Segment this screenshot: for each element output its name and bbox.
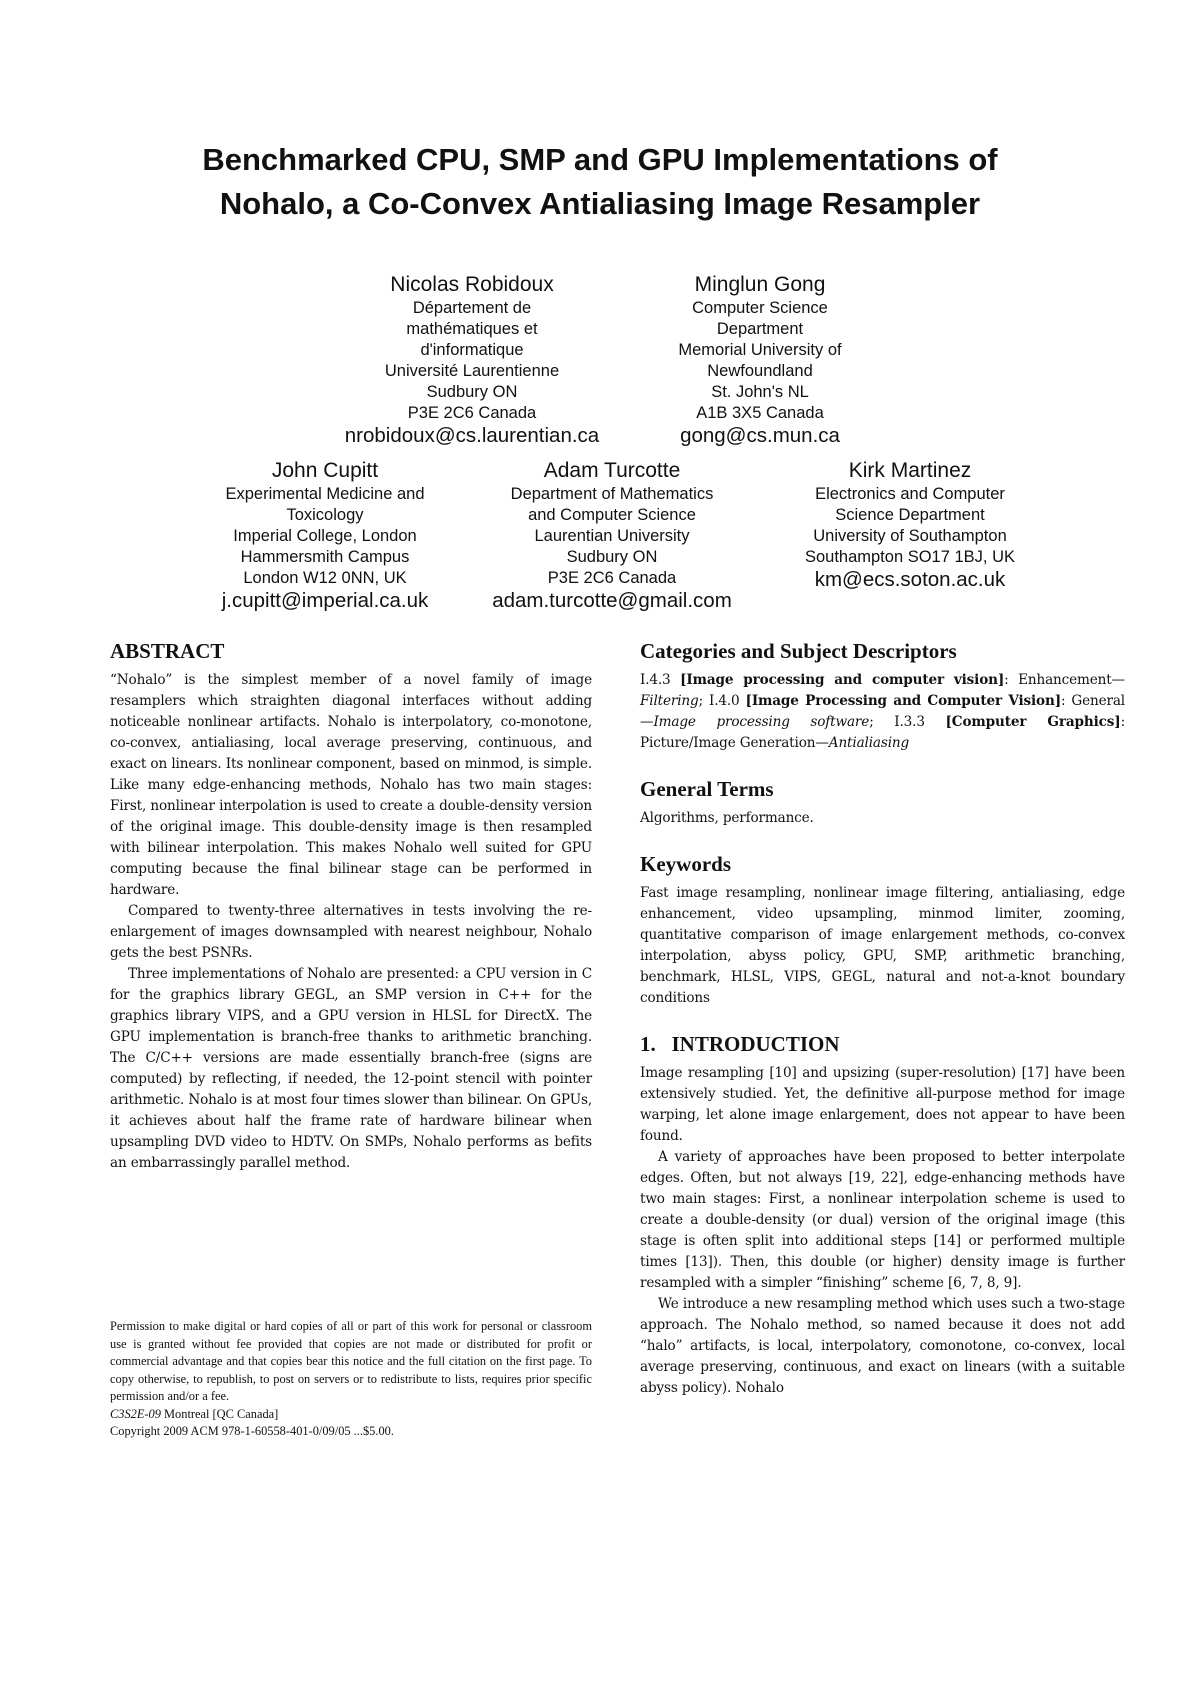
category-desc: : General— (640, 693, 1125, 730)
author-affiliation: Toxicology (286, 506, 364, 524)
author-affiliation: Experimental Medicine and (225, 485, 425, 503)
category-title: [Image processing and computer vision] (680, 672, 1005, 688)
conference-line (110, 1406, 592, 1424)
title-line-2: Nohalo, a Co-Convex Antialiasing Image Resampler (219, 186, 981, 221)
category-code: ; I.3.3 (869, 714, 946, 730)
conference-name: C3S2E-09 (110, 1406, 161, 1421)
category-code: I.4.3 (640, 672, 681, 688)
author-affiliation: Department of Mathematics (510, 485, 714, 503)
author-affiliation: Département de (412, 299, 532, 317)
general-terms-heading: General Terms (640, 777, 774, 801)
author-affiliation: Computer Science (692, 299, 828, 317)
author-name: Adam Turcotte (543, 459, 681, 482)
author-block-martinez (760, 458, 1060, 592)
category-desc: : Enhancement— (1004, 672, 1126, 688)
author-affiliation: London W12 0NN, UK (243, 569, 407, 587)
author-affiliation: P3E 2C6 Canada (407, 404, 537, 422)
keywords-section (640, 851, 1125, 1009)
general-terms-text: Algorithms, performance. (640, 810, 814, 826)
author-affiliation: Hammersmith Campus (240, 548, 410, 566)
author-block-turcotte (462, 458, 762, 613)
category-sub: Filtering (640, 693, 699, 709)
author-name: Nicolas Robidoux (390, 273, 554, 296)
abstract-paragraph: Compared to twenty-three alternatives in tests involving the re-enlargement of images downsampled with nearest neighbour, Nohalo gets the best PSNRs. (110, 903, 592, 961)
category-sub: Image processing software (653, 714, 870, 730)
category-code: ; I.4.0 (698, 693, 746, 709)
author-block-cupitt (175, 458, 475, 613)
author-affiliation: Southampton SO17 1BJ, UK (804, 548, 1016, 566)
author-affiliation: Science Department (835, 506, 985, 524)
author-block-gong (610, 272, 910, 448)
introduction-paragraph: We introduce a new resampling method which uses such a two-stage approach. The Nohalo method, so named because it does not add “halo” artifacts, is local, interpolatory, comonotone, co-convex, local average preserving, continuous, and exact on linears (with a suitable abyss policy). Nohalo (640, 1296, 1125, 1396)
left-column (110, 638, 592, 1196)
author-affiliation: Memorial University of (678, 341, 842, 359)
author-name: Minglun Gong (694, 273, 826, 296)
category-sub: Antialiasing (828, 735, 910, 751)
author-name: John Cupitt (271, 459, 379, 482)
author-email: j.cupitt@imperial.ca.uk (221, 589, 429, 612)
title-line-1: Benchmarked CPU, SMP and GPU Implementations of (202, 142, 998, 177)
abstract-paragraph: Three implementations of Nohalo are presented: a CPU version in C for the graphics library GEGL, an SMP version in C++ for the graphics library VIPS, and a GPU version in HLSL for DirectX. The GPU implementation is branch-free thanks to arithmetic branching. The C/C++ versions are made essentially branch-free (signs are computed) by reflecting, if needed, the 12-point stencil with pointer arithmetic. Nohalo is at most four times slower than bilinear. On GPUs, it achieves about half the frame rate of hardware bilinear when upsampling DVD video to HDTV. On SMPs, Nohalo performs as befits an embarrassingly parallel method. (110, 966, 592, 1171)
author-affiliation: Imperial College, London (233, 527, 417, 545)
author-email: adam.turcotte@gmail.com (492, 589, 732, 612)
abstract-paragraph: “Nohalo” is the simplest member of a novel family of image resamplers which straighten diagonal interfaces without adding noticeable nonlinear artifacts. Nohalo is interpolatory, co-monotone, co-convex, antialiasing, local average preserving, continuous, and exact on linears. Its nonlinear component, based on minmod, is simple. Like many edge-enhancing methods, Nohalo has two main stages: First, nonlinear interpolation is used to create a double-density version of the original image. This double-density image is then resampled with bilinear interpolation. This makes Nohalo well suited for GPU computing because the final bilinear stage can be performed in hardware. (110, 672, 592, 898)
permission-notice (110, 1318, 592, 1441)
categories-heading: Categories and Subject Descriptors (640, 639, 957, 663)
author-affiliation: Sudbury ON (426, 383, 518, 401)
copyright-line: Copyright 2009 ACM 978-1-60558-401-0/09/05 ...$5.00. (110, 1424, 394, 1438)
abstract-section (110, 638, 592, 1174)
introduction-heading: 1. INTRODUCTION (640, 1032, 840, 1056)
paper-title (100, 138, 1100, 226)
conference-location: Montreal [QC Canada] (160, 1406, 279, 1421)
author-affiliation: and Computer Science (528, 506, 696, 524)
introduction-paragraph: Image resampling [10] and upsizing (super-resolution) [17] have been extensively studied. Yet, the definitive all-purpose method for image warping, let alone image enlargement, does not appear to have been found. (640, 1065, 1125, 1144)
author-email: nrobidoux@cs.laurentian.ca (344, 424, 600, 447)
introduction-paragraph: A variety of approaches have been proposed to better interpolate edges. Often, but not always [19, 22], edge-enhancing methods have two main stages: First, a nonlinear interpolation scheme is used to create a double-density (or dual) version of the original image (this stage is often split into additional steps [14] or performed multiple times [13]). Then, this double (or higher) density image is further resampled with a simpler “finishing” scheme [6, 7, 8, 9]. (640, 1149, 1125, 1291)
author-affiliation: Sudbury ON (566, 548, 658, 566)
category-desc: : Picture/Image Generation— (640, 714, 1125, 751)
author-email: gong@cs.mun.ca (680, 424, 840, 447)
author-affiliation: d'informatique (420, 341, 524, 359)
keywords-heading: Keywords (640, 852, 731, 876)
category-title: [Computer Graphics] (945, 714, 1121, 730)
author-affiliation: Electronics and Computer (815, 485, 1005, 503)
categories-text (640, 670, 1125, 754)
permission-text: Permission to make digital or hard copies of all or part of this work for personal or classroom use is granted without fee provided that copies are not made or distributed for profit or commercial advantage and that copies bear this notice and the full citation on the first page. To copy otherwise, to republish, to post on servers or to redistribute to lists, requires prior specific permission and/or a fee. (110, 1319, 592, 1403)
author-affiliation: A1B 3X5 Canada (696, 404, 824, 422)
author-affiliation: P3E 2C6 Canada (547, 569, 677, 587)
categories-section (640, 638, 1125, 754)
introduction-section (640, 1031, 1125, 1399)
author-email: km@ecs.soton.ac.uk (814, 568, 1006, 591)
author-affiliation: University of Southampton (813, 527, 1007, 545)
keywords-text: Fast image resampling, nonlinear image filtering, antialiasing, edge enhancement, video upsampling, minmod limiter, zooming, quantitative comparison of image enlargement methods, co-convex interpolation, abyss policy, GPU, SMP, arithmetic branching, benchmark, HLSL, VIPS, GEGL, natural and not-a-knot boundary conditions (640, 885, 1125, 1006)
author-block-robidoux (312, 272, 632, 448)
author-name: Kirk Martinez (848, 459, 972, 482)
author-affiliation: Laurentian University (534, 527, 690, 545)
general-terms-section (640, 776, 1125, 829)
author-affiliation: Université Laurentienne (384, 362, 560, 380)
author-affiliation: mathématiques et (406, 320, 538, 338)
right-column (640, 638, 1125, 1421)
category-title: [Image Processing and Computer Vision] (745, 693, 1061, 709)
author-affiliation: Department (716, 320, 804, 338)
author-affiliation: St. John's NL (711, 383, 809, 401)
author-affiliation: Newfoundland (707, 362, 813, 380)
abstract-heading: ABSTRACT (110, 639, 225, 663)
